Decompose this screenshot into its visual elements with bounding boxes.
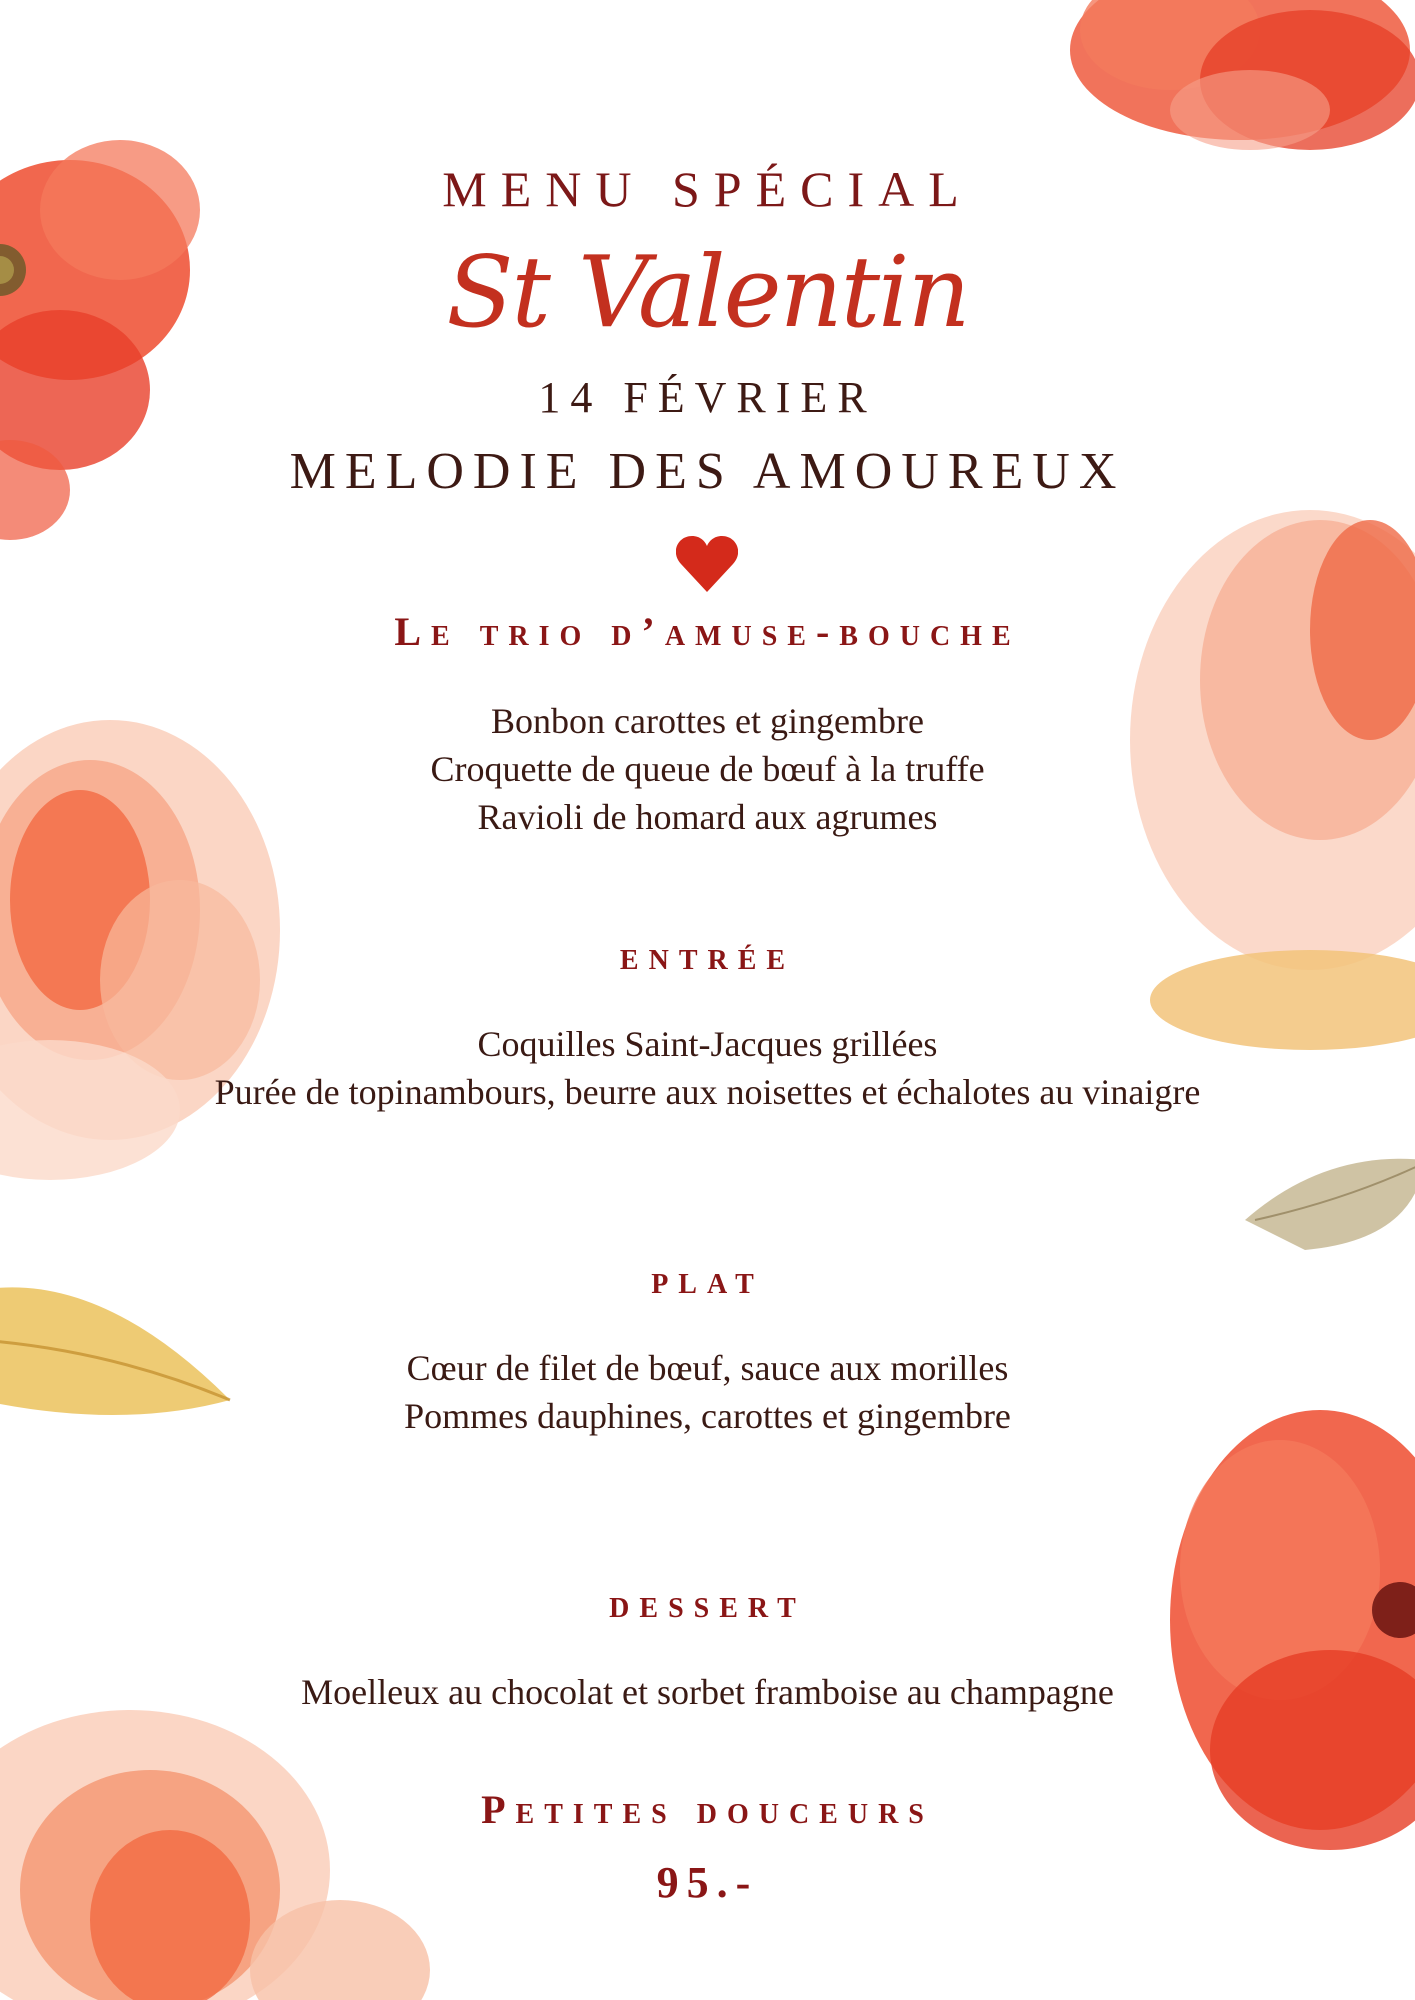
section-title-plat: plat: [651, 1257, 764, 1302]
event-tagline: MELODIE DES AMOUREUX: [289, 443, 1126, 500]
menu-item: Ravioli de homard aux agrumes: [477, 797, 938, 837]
event-date: 14 FÉVRIER: [538, 373, 877, 422]
menu-item: Pommes dauphines, carottes et gingembre: [404, 1396, 1011, 1436]
section-title-amuse-bouche: Le trio d’amuse-bouche: [394, 609, 1021, 654]
section-title-entree: entrée: [619, 933, 796, 978]
st-valentin-title: St Valentin: [446, 236, 969, 350]
menu-item: Bonbon carottes et gingembre: [491, 701, 924, 741]
menu-price: 95.-: [656, 1858, 759, 1907]
menu-item: Croquette de queue de bœuf à la truffe: [430, 749, 985, 789]
menu-special-title: MENU SPÉCIAL: [442, 161, 973, 217]
menu-item: Coquilles Saint-Jacques grillées: [477, 1024, 938, 1064]
section-title-dessert: dessert: [609, 1581, 806, 1626]
menu-item: Cœur de filet de bœuf, sauce aux morilles: [406, 1348, 1009, 1388]
section-title-petites-douceurs: Petites douceurs: [481, 1787, 934, 1832]
menu-item: Moelleux au chocolat et sorbet framboise au champagne: [301, 1672, 1114, 1712]
menu-item: Purée de topinambours, beurre aux noisettes et échalotes au vinaigre: [214, 1072, 1201, 1112]
heart-icon: [676, 536, 738, 592]
